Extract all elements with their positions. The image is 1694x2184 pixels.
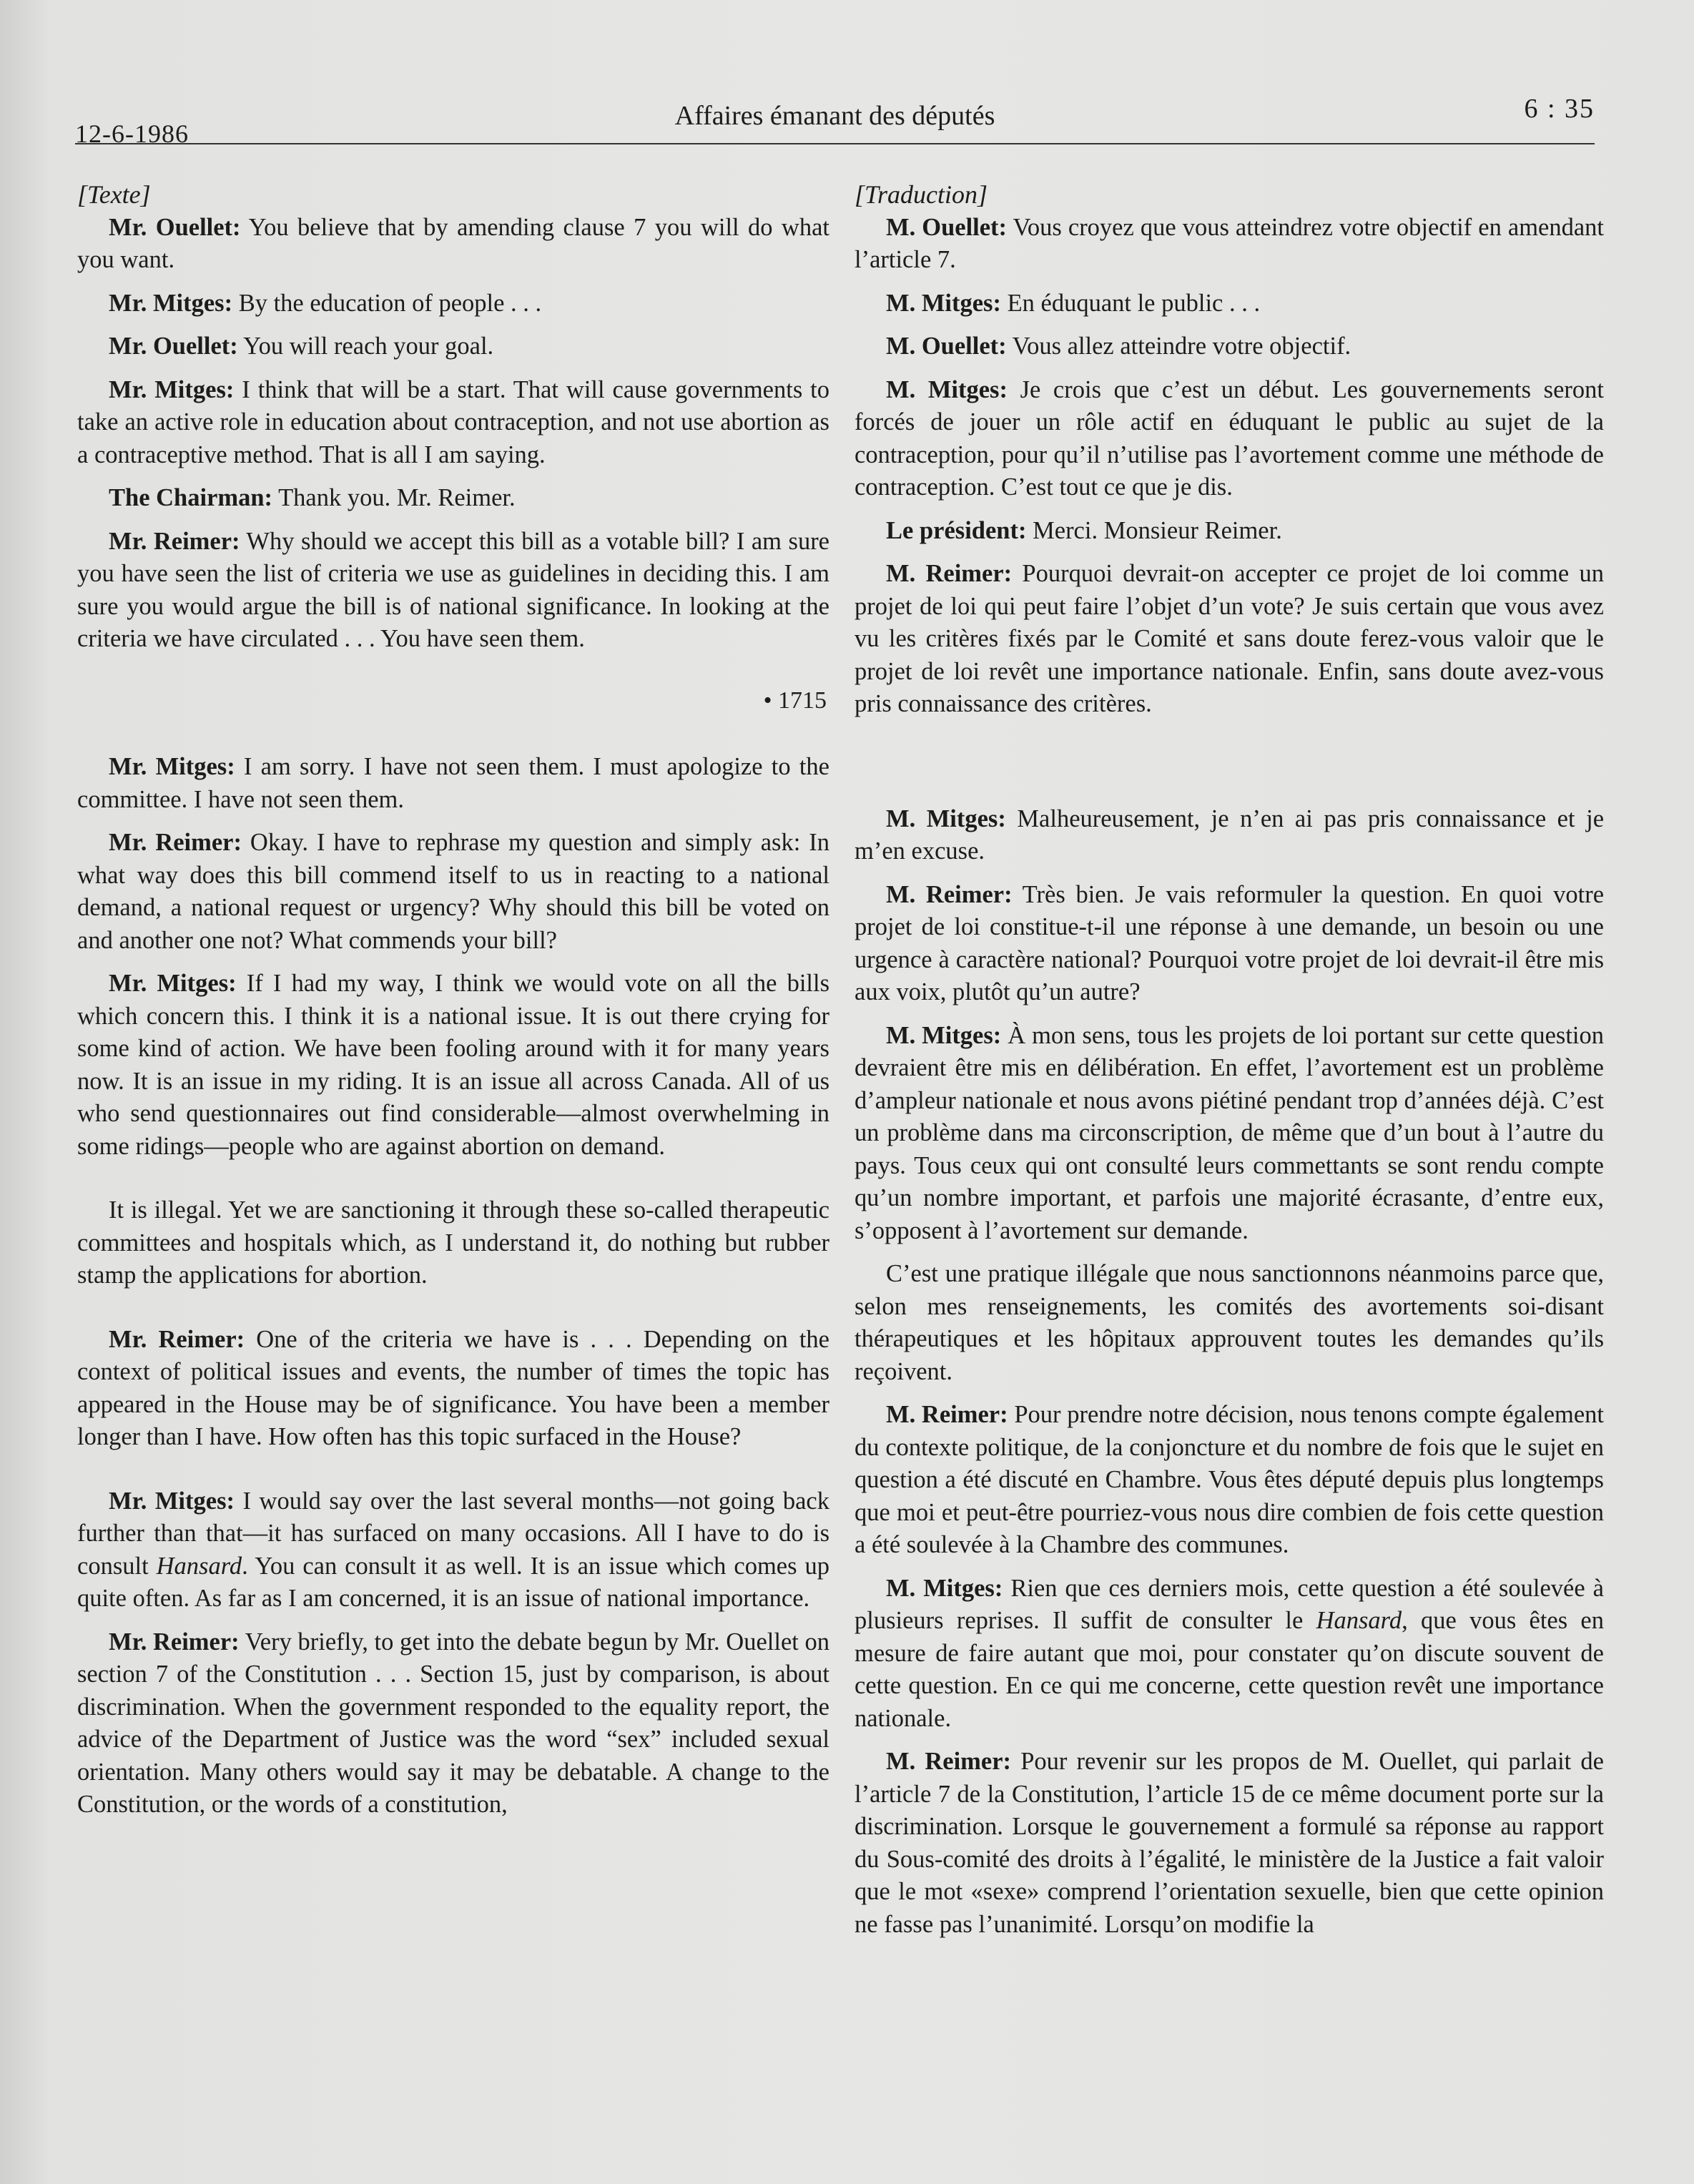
- speech-text: Malheureusement, je n’en ai pas pris connaissance et je m’en excuse.: [855, 805, 1605, 865]
- speech-text: Très bien. Je vais reformuler la question. En quoi votre projet de loi constitue-t-il une réponse à une demande, un besoin ou une urgence à caractère national? Pourquoi votre projet de loi devrait-il être mis aux voix, plutôt qu’un autre?: [855, 880, 1605, 1005]
- speaker: M. Mitges:: [886, 805, 1006, 832]
- speech-text: Pour prendre notre décision, nous tenons compte également du contexte politique, de la conjoncture et du nombre de fois que le sujet en question a été discuté en Chambre. Vous êtes député depuis plus longtemps que moi et peut-être pourriez-vous nous dire combien de fois cette question a été soulevée à la Chambre des communes.: [855, 1401, 1604, 1558]
- paragraph: [855, 1020, 1604, 1248]
- paragraph: [855, 1399, 1604, 1562]
- speaker: M. Reimer:: [886, 880, 1013, 908]
- speech-text: I think that will be a start. That will cause governments to take an active role in education about contraception, and not use abortion as a contraceptive method. That is all I am saying.: [77, 375, 830, 468]
- speaker: M. Reimer:: [886, 560, 1013, 587]
- paragraph: [77, 526, 829, 656]
- time-marker: • 1715: [763, 687, 827, 714]
- paragraph: [77, 1194, 829, 1292]
- header-date: 12-6-1986: [75, 119, 189, 148]
- speech-text: C’est une pratique illégale que nous sanctionnons néanmoins parce que, selon mes renseignements, les comités des avortements soi-disant thérapeutiques et les hôpitaux approuvent toutes les demandes qu’ils reçoivent.: [855, 1260, 1604, 1385]
- speech-text: Thank you. Mr. Reimer.: [272, 484, 516, 511]
- header-rule: [75, 143, 1595, 144]
- paragraph: [77, 751, 829, 816]
- speaker: M. Mitges:: [886, 375, 1008, 403]
- speech-text: À mon sens, tous les projets de loi portant sur cette question devraient être mis en délibération. En effet, l’avortement est un problème d’ampleur nationale et nous avons piétiné pendant trop d’années déjà. C’est un problème dans ma circonscription, de même que d’un bout à l’autre du pays. Tous ceux qui ont consulté leurs commettants se sont rendu compte qu’un nombre important, et parfois une majorité écrasante, d’entre eux, s’opposent à l’avortement sur demande.: [855, 1021, 1604, 1244]
- speaker: M. Ouellet:: [886, 333, 1007, 360]
- speech-text: It is illegal. Yet we are sanctioning it through these so-called therapeutic committees and hospitals which, as I understand it, do nothing but rubber stamp the applications for abortion.: [77, 1196, 829, 1289]
- speech-text: You believe that by amending clause 7 you will do what you want.: [77, 213, 829, 273]
- speech-text: You will reach your goal.: [237, 333, 494, 360]
- speech-text: One of the criteria we have is . . . Depending on the context of political issues and events, the number of times the topic has appeared in the House may be of significance. You have been a member longer than I have. How often has this topic surfaced in the House?: [77, 1325, 829, 1450]
- speech-text: Okay. I have to rephrase my question and simply ask: In what way does this bill commend itself to us in reacting to a national demand, a national request or urgency? Why should this bill be voted on and another one not? What commends your bill?: [77, 829, 829, 954]
- column-label: [Traduction]: [855, 180, 988, 209]
- speaker: Le président:: [886, 516, 1027, 544]
- speech-text: Vous allez atteindre votre objectif.: [1006, 333, 1351, 360]
- paragraph: [855, 287, 1604, 320]
- speaker: Mr. Mitges:: [109, 1487, 235, 1515]
- hansard-italic: Hansard: [156, 1552, 242, 1580]
- paragraph: [855, 374, 1604, 504]
- speaker: M. Mitges:: [886, 1574, 1003, 1602]
- speaker: Mr. Ouellet:: [109, 333, 238, 360]
- speech-text: Why should we accept this bill as a votable bill? I am sure you have seen the list of criteria we use as guidelines in deciding this. I am sure you would argue the bill is of national significance. In looking at the criteria we have circulated . . . You have seen them.: [77, 527, 829, 652]
- speech-text: If I had my way, I think we would vote on all the bills which concern this. I think it is a national issue. It is out there crying for some kind of action. We have been fooling around with it for many years now. It is an issue in my riding. It is an issue all across Canada. All of us who send questionnaires out find considerable—almost overwhelming in some ridings—people who are against abortion on demand.: [77, 970, 830, 1160]
- speaker: Mr. Mitges:: [109, 970, 237, 997]
- paragraph: [77, 482, 829, 515]
- speech-text: I am sorry. I have not seen them. I must apologize to the committee. I have not seen them.: [77, 753, 829, 813]
- speech-text: Vous croyez que vous atteindrez votre objectif en amendant l’article 7.: [855, 213, 1605, 273]
- paragraph: [855, 212, 1604, 277]
- paragraph: [77, 212, 829, 277]
- speaker: M. Reimer:: [886, 1748, 1012, 1775]
- speaker: M. Mitges:: [886, 289, 1001, 317]
- paragraph: [77, 1626, 829, 1821]
- speech-text: Je crois que c’est un début. Les gouvernements seront forcés de jouer un rôle actif en éduquant le public au sujet de la contraception, pour qu’il n’utilise pas l’avortement comme une méthode de contraception. C’est tout ce que je dis.: [855, 375, 1604, 501]
- speech-text: Very briefly, to get into the debate begun by Mr. Ouellet on section 7 of the Constitution . . . Section 15, just by comparison, is about discrimination. When the government responded to the equality report, the advice of the Department of Justice was the word “sex” included sexual orientation. Many others would say it may be debatable. A change to the Constitution, or the words of a constitution,: [77, 1628, 830, 1818]
- speaker: The Chairman:: [109, 484, 273, 511]
- speech-text: Rien que ces derniers mois, cette question a été soulevée à plusieurs reprises. Il suffit de consulter le: [855, 1574, 1604, 1634]
- speaker: Mr. Ouellet:: [109, 213, 241, 241]
- header-page-number: 6 : 35: [1524, 94, 1595, 124]
- speech-text: , que vous êtes en mesure de faire autant que moi, pour constater qu’on discute souvent de cette question. En ce qui me concerne, cette question revêt une importance nationale.: [855, 1607, 1604, 1732]
- speaker: Mr. Reimer:: [109, 1628, 240, 1656]
- hansard-italic: Hansard: [1316, 1607, 1402, 1634]
- french-column: [855, 179, 1604, 1952]
- paragraph: [855, 803, 1604, 868]
- speech-text: By the education of people . . .: [232, 289, 542, 317]
- paragraph: [855, 879, 1604, 1009]
- speaker: M. Ouellet:: [886, 213, 1008, 241]
- speaker: M. Mitges:: [886, 1021, 1002, 1049]
- column-spacer: [855, 732, 1604, 803]
- speaker: Mr. Reimer:: [109, 527, 240, 555]
- paragraph: [855, 515, 1604, 548]
- speech-text: En éduquant le public . . .: [1000, 289, 1261, 317]
- speech-text: I would say over the last several months—not going back further than that—it has surfaced on many occasions. All I have to do is consult: [77, 1487, 829, 1580]
- english-column: [77, 179, 829, 1832]
- speaker: Mr. Mitges:: [109, 375, 235, 403]
- paragraph: [77, 827, 829, 957]
- speech-text: . You can consult it as well. It is an issue which comes up quite often. As far as I am concerned, it is an issue of national importance.: [77, 1552, 829, 1612]
- paragraph: [855, 1258, 1604, 1388]
- speech-text: Merci. Monsieur Reimer.: [1026, 516, 1282, 544]
- paragraph: [77, 287, 829, 320]
- paragraph: [77, 374, 829, 472]
- paragraph: [77, 1485, 829, 1615]
- header-title: Affaires émanant des députés: [674, 101, 995, 131]
- speaker: Mr. Reimer:: [109, 829, 242, 856]
- paragraph: [77, 330, 829, 363]
- speech-text: Pourquoi devrait-on accepter ce projet de loi comme un projet de loi qui peut faire l’objet d’un vote? Je suis certain que vous avez vu les critères fixés par le Comité et sans doute ferez-vous valoir que le projet de loi revêt une importance nationale. Enfin, sans doute avez-vous pris connaissance des critères.: [855, 560, 1604, 717]
- paragraph: [855, 330, 1604, 363]
- speaker: Mr. Mitges:: [109, 753, 235, 780]
- column-label: [Texte]: [77, 180, 151, 209]
- speaker: Mr. Mitges:: [109, 289, 233, 317]
- paragraph: [855, 1746, 1604, 1941]
- speaker: M. Reimer:: [886, 1401, 1008, 1428]
- paragraph: [77, 968, 829, 1163]
- speaker: Mr. Reimer:: [109, 1325, 245, 1353]
- paragraph: [855, 1573, 1604, 1736]
- speech-text: Pour revenir sur les propos de M. Ouellet, qui parlait de l’article 7 de la Constitution, l’article 15 de ce même document porte sur la discrimination. Lorsque le gouvernement a formulé sa réponse au rapport du Sous-comité des droits à l’égalité, le ministère de la Justice a fait valoir que le mot «sexe» comprend l’orientation sexuelle, bien que cette opinion ne fasse pas l’unanimité. Lorsqu’on modifie la: [855, 1748, 1604, 1938]
- paragraph: [77, 1324, 829, 1454]
- page-header: [75, 93, 1595, 150]
- paragraph: [855, 558, 1604, 721]
